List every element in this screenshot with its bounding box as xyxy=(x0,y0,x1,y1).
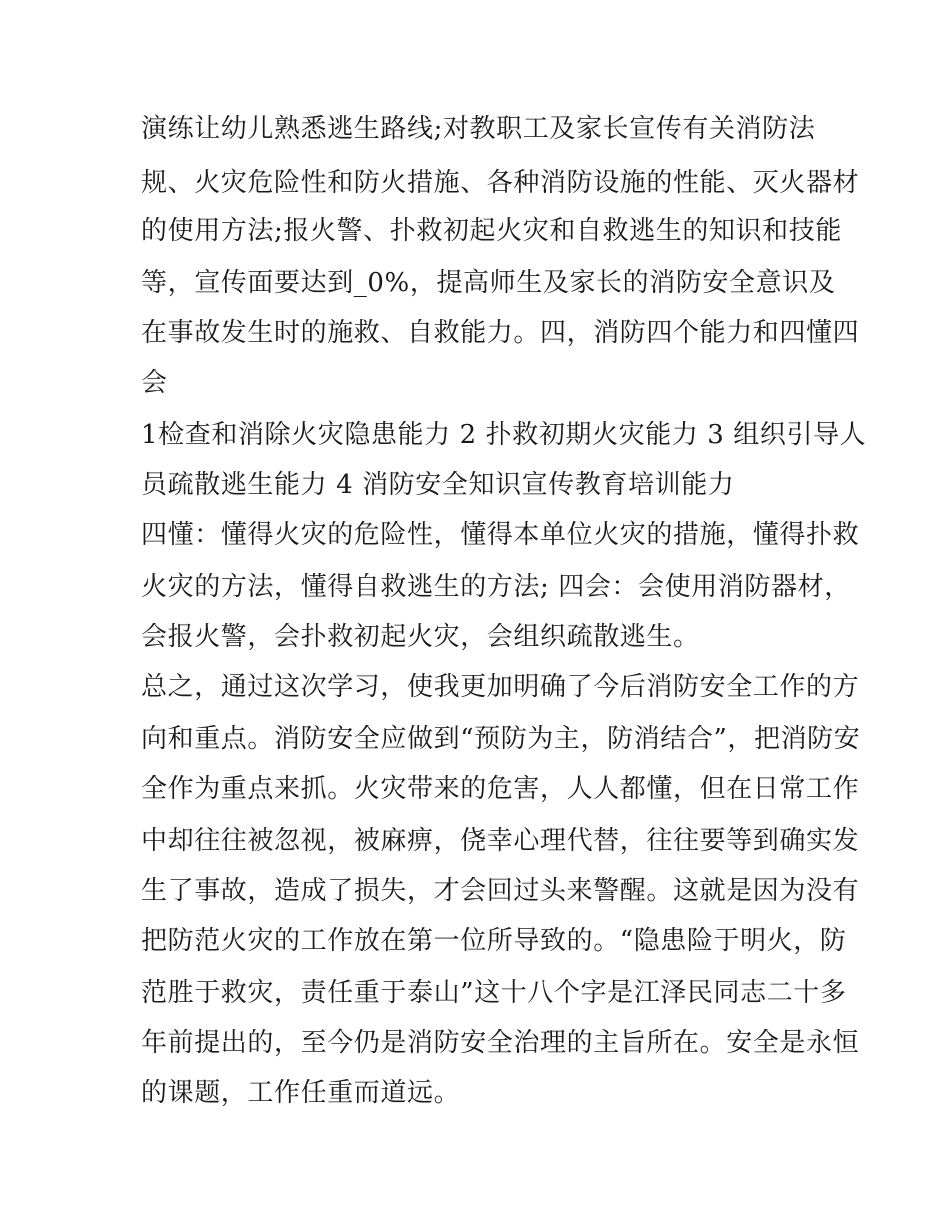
text-line: 的使用方法;报火警、扑救初起火灾和自救逃生的知识和技能 xyxy=(141,216,842,246)
text-line: 生了事故，造成了损失，才会回过头来警醒。这就是因为没有 xyxy=(141,876,860,906)
text-line: 向和重点。消防安全应做到“预防为主，防消结合”，把消防安 xyxy=(141,724,861,754)
text-line: 四懂：懂得火灾的危险性，懂得本单位火灾的措施，懂得扑救 xyxy=(141,520,860,550)
text-line: 在事故发生时的施救、自救能力。四，消防四个能力和四懂四 xyxy=(141,318,860,348)
text-line: 范胜于救灾，责任重于泰山”这十八个字是江泽民同志二十多 xyxy=(141,978,847,1008)
text-line: 等，宣传面要达到_0%，提高师生及家长的消防安全意识及 xyxy=(141,268,836,298)
text-line: 火灾的方法，懂得自救逃生的方法; 四会：会使用消防器材， xyxy=(141,572,851,602)
text-line: 员疏散逃生能力 4 消防安全知识宣传教育培训能力 xyxy=(141,470,735,500)
text-line: 年前提出的，至今仍是消防安全治理的主旨所在。安全是永恒 xyxy=(141,1028,860,1058)
text-line: 演练让幼儿熟悉逃生路线;对教职工及家长宣传有关消防法 xyxy=(141,114,816,144)
text-line: 的课题，工作任重而道远。 xyxy=(141,1078,461,1108)
text-line: 中却往往被忽视，被麻痹，侥幸心理代替，往往要等到确实发 xyxy=(141,826,860,856)
text-line: 会 xyxy=(141,368,168,398)
text-line: 会报火警，会扑救初起火灾，会组织疏散逃生。 xyxy=(141,622,700,652)
text-line: 把防范火灾的工作放在第一位所导致的。“隐患险于明火，防 xyxy=(141,926,847,956)
text-line: 1检查和消除火灾隐患能力 2 扑救初期火灾能力 3 组织引导人 xyxy=(141,420,867,450)
text-line: 全作为重点来抓。火灾带来的危害，人人都懂，但在日常工作 xyxy=(141,774,860,804)
text-line: 规、火灾危险性和防火措施、各种消防设施的性能、灭火器材 xyxy=(141,168,860,198)
text-line: 总之，通过这次学习，使我更加明确了今后消防安全工作的方 xyxy=(141,672,860,702)
